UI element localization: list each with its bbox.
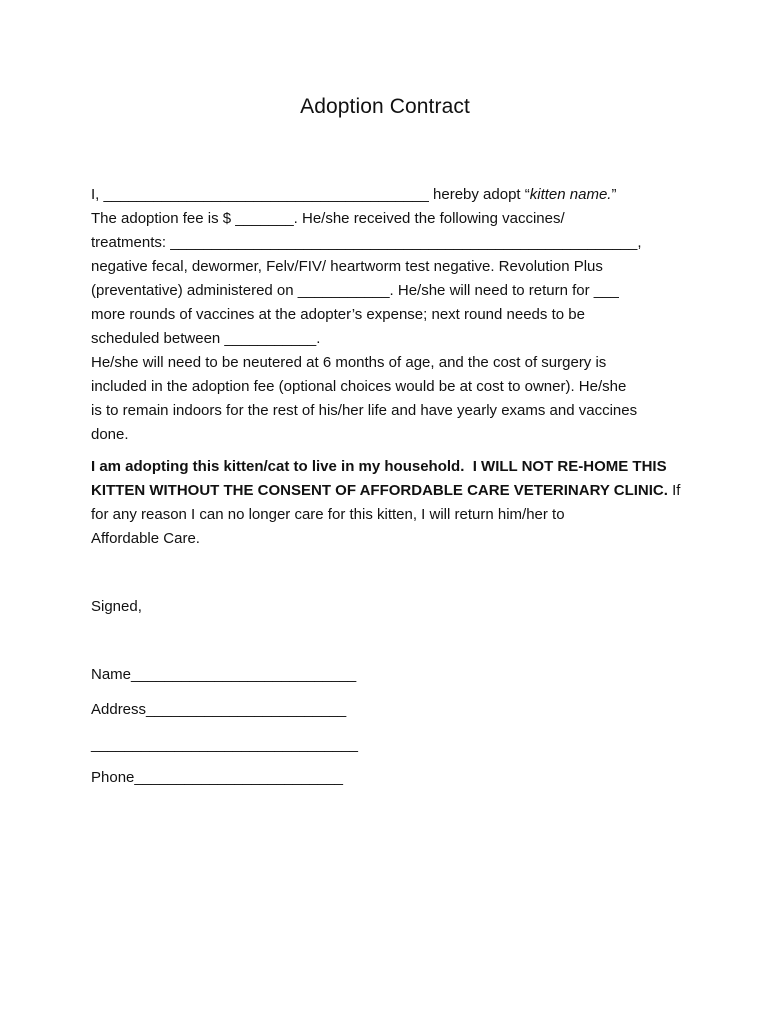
return-line: for any reason I can no longer care for this kitten, I will return him/her to <box>91 506 565 523</box>
neuter-line: He/she will need to be neutered at 6 months of age, and the cost of surgery is <box>91 354 607 371</box>
schedule-line: scheduled between ___________. <box>91 330 321 347</box>
terms-paragraph <box>91 183 681 447</box>
vaccine-rounds-line: more rounds of vaccines at the adopter’s expense; next round needs to be <box>91 306 585 323</box>
affordable-care-line: Affordable Care. <box>91 530 200 547</box>
indoors-line: is to remain indoors for the rest of his/her life and have yearly exams and vaccines <box>91 402 638 419</box>
adopter-line-suffix: ” <box>611 186 617 203</box>
done-line: done. <box>91 426 129 443</box>
phone-field[interactable]: Phone_________________________ <box>91 769 343 786</box>
address-line-2-field[interactable]: ________________________________ <box>91 736 358 753</box>
name-field[interactable]: Name___________________________ <box>91 666 357 683</box>
kitten-name-placeholder: kitten name. <box>529 186 612 203</box>
page-title: Adoption Contract <box>300 95 470 118</box>
rehome-paragraph <box>91 455 681 551</box>
surgery-cost-line: included in the adoption fee (optional choices would be at cost to owner). He/she <box>91 378 627 395</box>
adopter-line <box>91 183 681 207</box>
tests-line: negative fecal, dewormer, Felv/FIV/ heartworm test negative. Revolution Plus <box>91 258 603 275</box>
adopter-line-prefix: I, _______________________________________ hereby adopt “ <box>91 186 530 203</box>
signed-label: Signed, <box>91 598 142 615</box>
adoption-fee-line: The adoption fee is $ _______. He/she received the following vaccines/ <box>91 210 565 227</box>
preventative-line: (preventative) administered on ___________. He/she will need to return for ___ <box>91 282 619 299</box>
consent-statement: KITTEN WITHOUT THE CONSENT OF AFFORDABLE CARE VETERINARY CLINIC. <box>91 482 668 499</box>
treatments-line: treatments: ________________________________________________________, <box>91 234 642 251</box>
consent-continuation: If <box>667 482 681 499</box>
consent-line <box>91 479 681 503</box>
address-field[interactable]: Address________________________ <box>91 701 347 718</box>
household-statement: I am adopting this kitten/cat to live in my household. I WILL NOT RE-HOME THIS <box>91 458 667 475</box>
